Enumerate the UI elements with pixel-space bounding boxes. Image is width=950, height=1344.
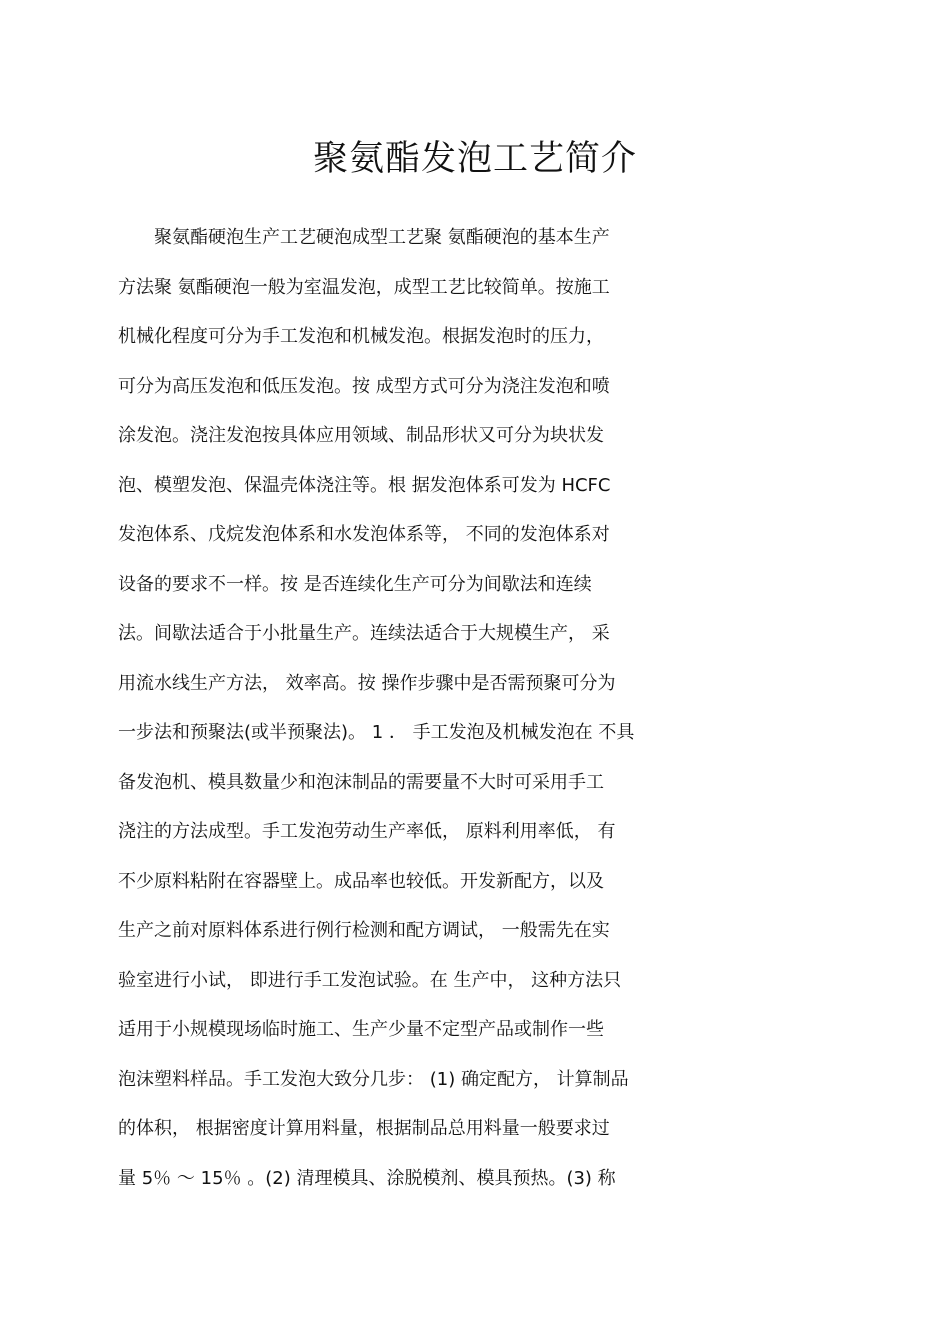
paragraph-line: 适用于小规模现场临时施工、生产少量不定型产品或制作一些 — [118, 1019, 604, 1040]
paragraph-line: 量 5％ ～ 15％ 。(2) 清理模具、涂脱模剂、模具预热。(3) 称 — [118, 1167, 616, 1189]
paragraph-line: 设备的要求不一样。按 是否连续化生产可分为间歇法和连续 — [118, 573, 592, 595]
paragraph-line: 一步法和预聚法(或半预聚法)。 1 ． 手工发泡及机械发泡在 不具 — [118, 722, 635, 743]
paragraph-line: 机械化程度可分为手工发泡和机械发泡。根据发泡时的压力， — [118, 326, 604, 347]
paragraph-line: 发泡体系、戊烷发泡体系和水发泡体系等， 不同的发泡体系对 — [118, 524, 610, 545]
paragraph-line: 泡、模塑发泡、保温壳体浇注等。根 据发泡体系可发为 HCFC — [118, 474, 611, 496]
paragraph-line: 法。间歇法适合于小批量生产。连续法适合于大规模生产， 采 — [118, 623, 610, 644]
paragraph-line: 不少原料粘附在容器壁上。成品率也较低。开发新配方，以及 — [118, 870, 604, 892]
paragraph-line: 方法聚 氨酯硬泡一般为室温发泡，成型工艺比较简单。按施工 — [118, 276, 610, 298]
paragraph-line: 涂发泡。浇注发泡按具体应用领域、制品形状又可分为块状发 — [118, 425, 604, 446]
document-title: 聚氨酯发泡工艺简介 — [312, 139, 637, 179]
paragraph-line: 的体积， 根据密度计算用料量，根据制品总用料量一般要求过 — [118, 1118, 610, 1139]
paragraph-line: 泡沫塑料样品。手工发泡大致分几步： (1) 确定配方， 计算制品 — [118, 1068, 629, 1090]
document-body — [118, 218, 838, 1208]
paragraph-line: 浇注的方法成型。手工发泡劳动生产率低， 原料利用率低， 有 — [118, 821, 616, 842]
paragraph-line: 验室进行小试， 即进行手工发泡试验。在 生产中， 这种方法只 — [118, 969, 622, 991]
paragraph-line: 可分为高压发泡和低压发泡。按 成型方式可分为浇注发泡和喷 — [118, 375, 610, 397]
paragraph-line: 生产之前对原料体系进行例行检测和配方调试， 一般需先在实 — [118, 920, 610, 941]
paragraph-line: 聚氨酯硬泡生产工艺硬泡成型工艺聚 氨酯硬泡的基本生产 — [118, 227, 610, 248]
paragraph-line: 用流水线生产方法， 效率高。按 操作步骤中是否需预聚可分为 — [118, 672, 616, 694]
paragraph-line: 备发泡机、模具数量少和泡沫制品的需要量不大时可采用手工 — [118, 771, 604, 793]
